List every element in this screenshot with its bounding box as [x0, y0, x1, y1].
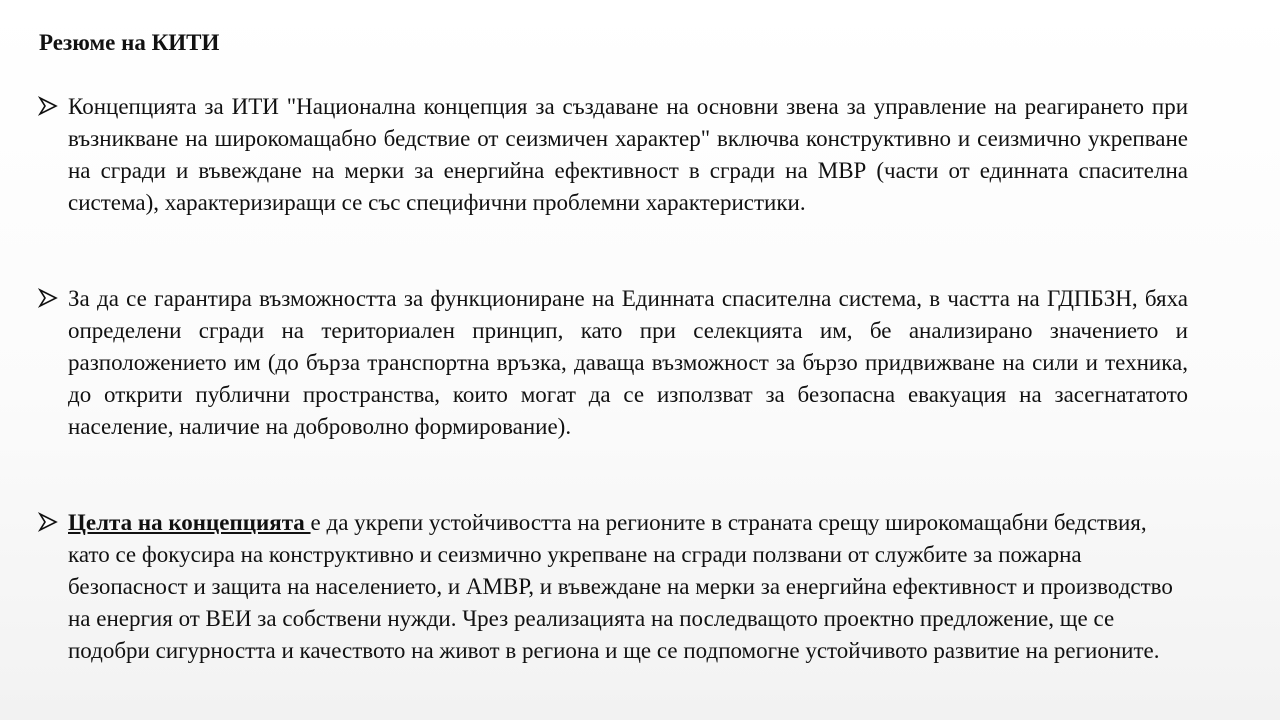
bullet-text: [68, 507, 1188, 667]
bullet-item-3: [38, 507, 1188, 667]
concept-goal-label: Целта на концепцията: [68, 510, 311, 535]
concept-goal-text: е да укрепи устойчивостта на регионите в страната срещу широкомащабни бедствия, като се фокусира на конструктивно и сеизмично укрепване на сгради ползвани от службите за пожарна безопасност и защита на населението, и АМВР, и въвеждане на мерки за енергийна ефективност и производство на енергия от ВЕИ за собствени нужди. Чрез реализацията на последващото проектно предложение, ще се подобри сигурността и качеството на живот в региона и ще се подпомогне устойчивото развитие на регионите.: [68, 510, 1173, 663]
arrowhead-bullet-icon: [38, 288, 60, 310]
arrowhead-bullet-icon: [38, 96, 60, 118]
bullet-item-1: [38, 91, 1188, 219]
arrowhead-bullet-icon: [38, 512, 60, 534]
bullet-text: Концепцията за ИТИ "Национална концепция за създаване на основни звена за управление на реагирането при възникване на широкомащабно бедствие от сеизмичен характер" включва конструктивно и сеизмично укрепване на сгради и въвеждане на мерки за енергийна ефективност в сгради на МВР (части от единната спасителна система), характеризиращи се със специфични проблемни характеристики.: [68, 94, 1188, 215]
bullet-text: За да се гарантира възможността за функциониране на Единната спасителна система, в частта на ГДПБЗН, бяха определени сгради на териториален принцип, като при селекцията им, бе анализирано значението и разположението им (до бърза транспортна връзка, даваща възможност за бързо придвижване на сили и техника, до открити публични пространства, които могат да се използват за безопасна евакуация на засегнататото население, наличие на доброволно формирование).: [68, 286, 1188, 439]
bullet-item-2: [38, 283, 1188, 443]
slide-title: Резюме на КИТИ: [39, 30, 220, 55]
